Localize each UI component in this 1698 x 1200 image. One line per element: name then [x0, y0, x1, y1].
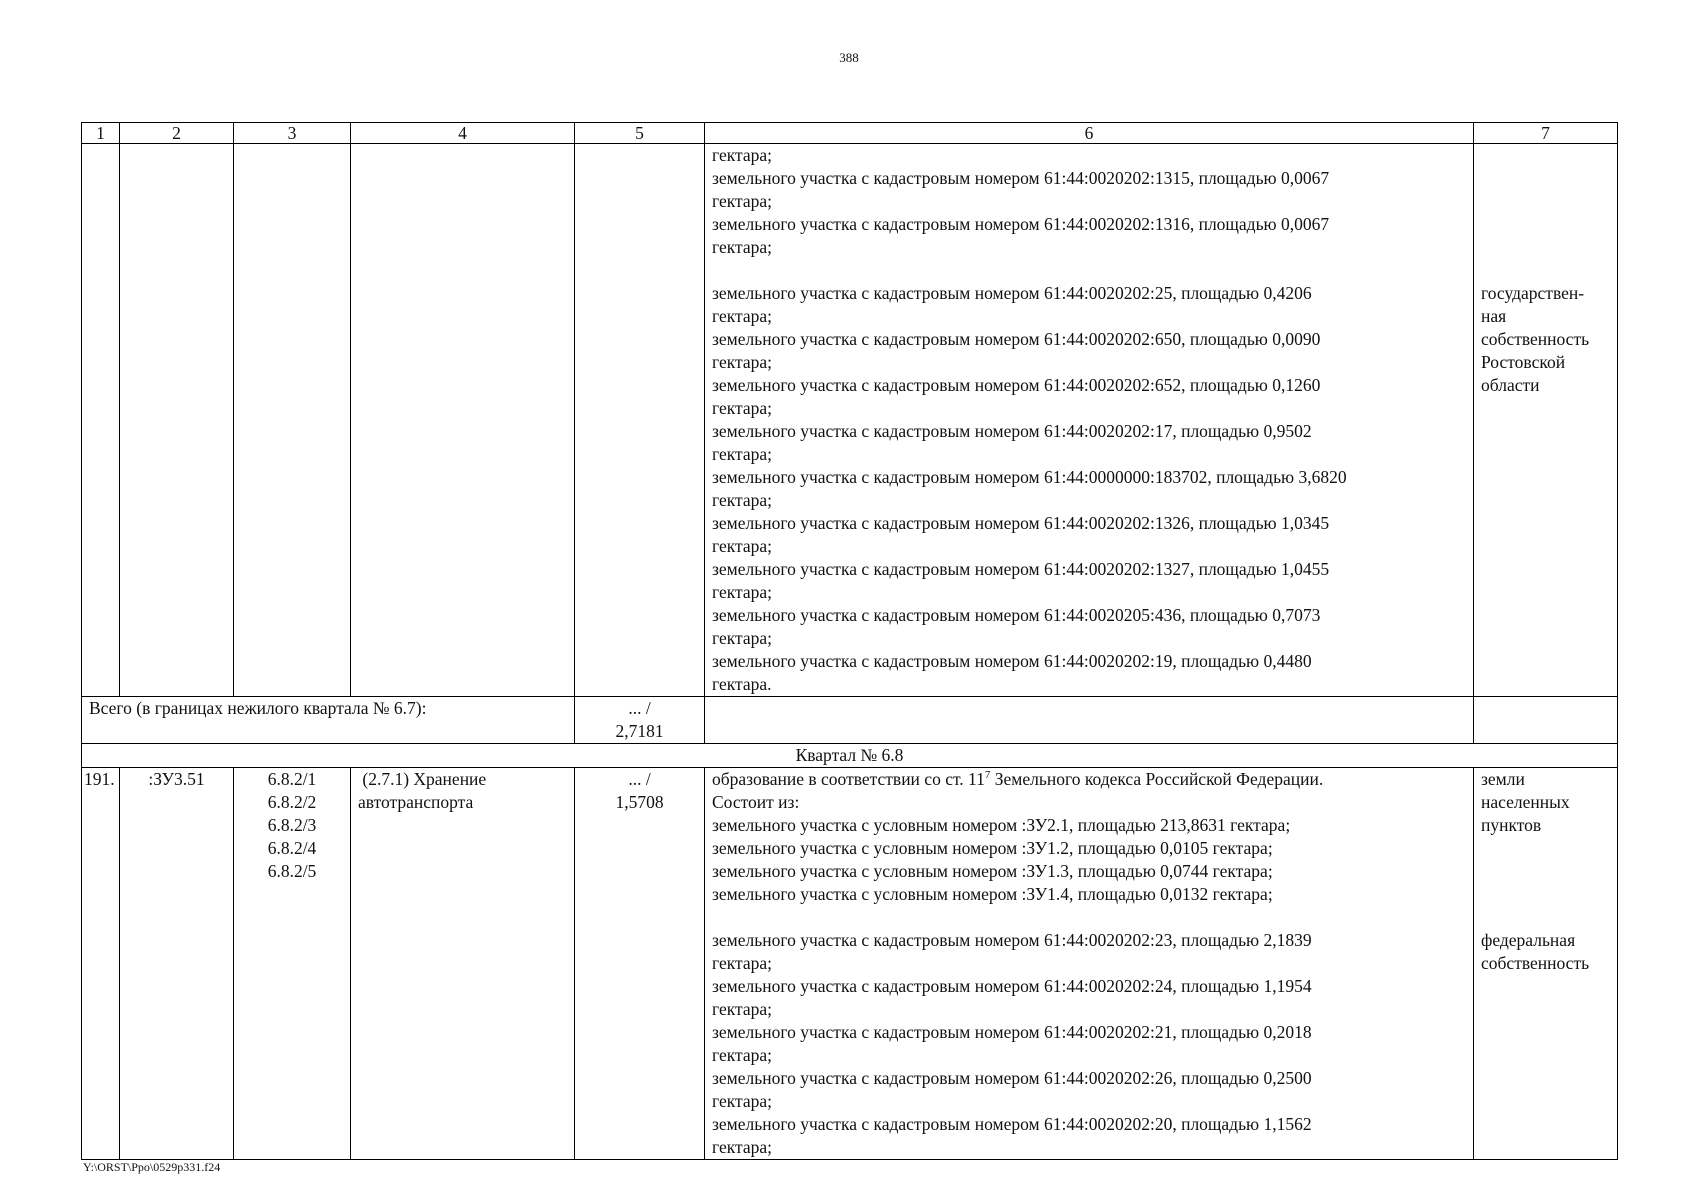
text-line: земельного участка с условным номером :ЗУ1.4, площадью 0,0132 гектара;	[712, 884, 1273, 904]
text-line: гектара;	[712, 237, 772, 257]
cell-composition	[705, 144, 1474, 697]
table-row-continuation	[82, 144, 1618, 697]
text-line: гектара;	[712, 191, 772, 211]
text-line: земельного участка с кадастровым номером 61:44:0020202:17, площадью 0,9502	[712, 421, 1312, 441]
cell-code	[120, 144, 234, 697]
text-line: гектара;	[712, 1091, 772, 1111]
subcode: 6.8.2/2	[267, 792, 317, 812]
text-line: земельного участка с кадастровым номером 61:44:0020202:20, площадью 1,1562	[712, 1114, 1312, 1134]
land-plots-table	[81, 122, 1618, 1160]
total-value	[575, 697, 705, 744]
table-row	[82, 768, 1618, 1160]
column-header: 1	[82, 123, 120, 144]
row-category	[1474, 768, 1618, 1160]
column-number-header	[82, 123, 1618, 144]
text-line: ... /	[628, 698, 651, 718]
cell-usage	[351, 144, 575, 697]
text-line: гектара;	[712, 953, 772, 973]
row-composition	[705, 768, 1474, 1160]
text-line: земельного участка с кадастровым номером 61:44:0020202:1315, площадью 0,0067	[712, 168, 1330, 188]
text-line: гектара.	[712, 674, 772, 694]
row-usage	[351, 768, 575, 1160]
text-line: земельного участка с условным номером :ЗУ2.1, площадью 213,8631 гектара;	[712, 815, 1291, 835]
text-line: собственность	[1481, 329, 1590, 349]
text-line: ... /	[628, 769, 651, 789]
row-code: :ЗУ3.51	[120, 768, 234, 1160]
text-fragment: образование в соответствии со ст. 11	[712, 769, 985, 789]
column-header: 5	[575, 123, 705, 144]
text-line: гектара;	[712, 1045, 772, 1065]
text-line: гектара;	[712, 306, 772, 326]
text-fragment: Земельного кодекса Российской Федерации.	[990, 769, 1324, 789]
text-line: гектара;	[712, 352, 772, 372]
text-line	[712, 768, 1466, 791]
row-subcodes	[234, 768, 351, 1160]
text-line: гектара;	[712, 628, 772, 648]
text-line: пунктов	[1481, 815, 1542, 835]
total-empty-cell	[1474, 697, 1618, 744]
text-line: гектара;	[712, 999, 772, 1019]
column-header: 7	[1474, 123, 1618, 144]
text-line: земельного участка с кадастровым номером 61:44:0020202:25, площадью 0,4206	[712, 283, 1312, 303]
total-empty-cell	[705, 697, 1474, 744]
section-title: Квартал № 6.8	[82, 744, 1618, 768]
column-header: 6	[705, 123, 1474, 144]
text-line: земельного участка с кадастровым номером 61:44:0020202:1327, площадью 1,0455	[712, 559, 1330, 579]
text-line: области	[1481, 375, 1540, 395]
text-line: гектара;	[712, 444, 772, 464]
row-number: 191.	[82, 768, 120, 1160]
file-path-footer: Y:\ORST\Ppo\0529p331.f24	[83, 1160, 221, 1174]
text-line: гектара;	[712, 536, 772, 556]
text-line: земельного участка с кадастровым номером 61:44:0020202:21, площадью 0,2018	[712, 1022, 1312, 1042]
text-line: гектара;	[712, 1137, 772, 1157]
text-line: земельного участка с условным номером :ЗУ1.3, площадью 0,0744 гектара;	[712, 861, 1273, 881]
text-line: гектара;	[712, 145, 772, 165]
column-header: 3	[234, 123, 351, 144]
text-line: 1,5708	[615, 792, 664, 812]
subcode: 6.8.2/3	[267, 815, 317, 835]
text-line: Ростовской	[1481, 352, 1566, 372]
text-line: государствен-	[1481, 283, 1585, 303]
text-line: Состоит из:	[712, 792, 800, 812]
superscript: 7	[984, 769, 991, 782]
text-line: земельного участка с условным номером :ЗУ1.2, площадью 0,0105 гектара;	[712, 838, 1273, 858]
cell-area	[575, 144, 705, 697]
cell-subcodes	[234, 144, 351, 697]
text-line: земельного участка с кадастровым номером 61:44:0020202:650, площадью 0,0090	[712, 329, 1321, 349]
cell-category	[1474, 144, 1618, 697]
subcode: 6.8.2/5	[267, 861, 317, 881]
text-line: земельного участка с кадастровым номером 61:44:0020202:652, площадью 0,1260	[712, 375, 1321, 395]
text-line: земельного участка с кадастровым номером 61:44:0020202:23, площадью 2,1839	[712, 930, 1312, 950]
text-line: автотранспорта	[358, 792, 474, 812]
text-line: земельного участка с кадастровым номером 61:44:0020202:24, площадью 1,1954	[712, 976, 1312, 996]
total-label: Всего (в границах нежилого квартала № 6.7):	[82, 697, 575, 744]
text-line: федеральная	[1481, 930, 1576, 950]
text-line: земельного участка с кадастровым номером 61:44:0020202:1316, площадью 0,0067	[712, 214, 1330, 234]
text-line: 2,7181	[615, 721, 664, 741]
section-row	[82, 744, 1618, 768]
text-line: собственность	[1481, 953, 1590, 973]
subcode: 6.8.2/4	[267, 838, 317, 858]
text-line: гектара;	[712, 490, 772, 510]
column-header: 2	[120, 123, 234, 144]
column-header: 4	[351, 123, 575, 144]
text-line: земельного участка с кадастровым номером 61:44:0020202:1326, площадью 1,0345	[712, 513, 1330, 533]
total-row	[82, 697, 1618, 744]
cell-number	[82, 144, 120, 697]
row-area	[575, 768, 705, 1160]
text-line: гектара;	[712, 582, 772, 602]
page-number: 388	[839, 50, 859, 65]
subcode: 6.8.2/1	[267, 769, 317, 789]
text-line: земельного участка с кадастровым номером 61:44:0020205:436, площадью 0,7073	[712, 605, 1321, 625]
text-line: земельного участка с кадастровым номером 61:44:0000000:183702, площадью 3,6820	[712, 467, 1347, 487]
text-line: (2.7.1) Хранение	[358, 769, 487, 789]
text-line: населенных	[1481, 792, 1570, 812]
text-line: земельного участка с кадастровым номером 61:44:0020202:26, площадью 0,2500	[712, 1068, 1312, 1088]
text-line: ная	[1481, 306, 1507, 326]
text-line: земли	[1481, 769, 1525, 789]
text-line: земельного участка с кадастровым номером 61:44:0020202:19, площадью 0,4480	[712, 651, 1312, 671]
text-line: гектара;	[712, 398, 772, 418]
